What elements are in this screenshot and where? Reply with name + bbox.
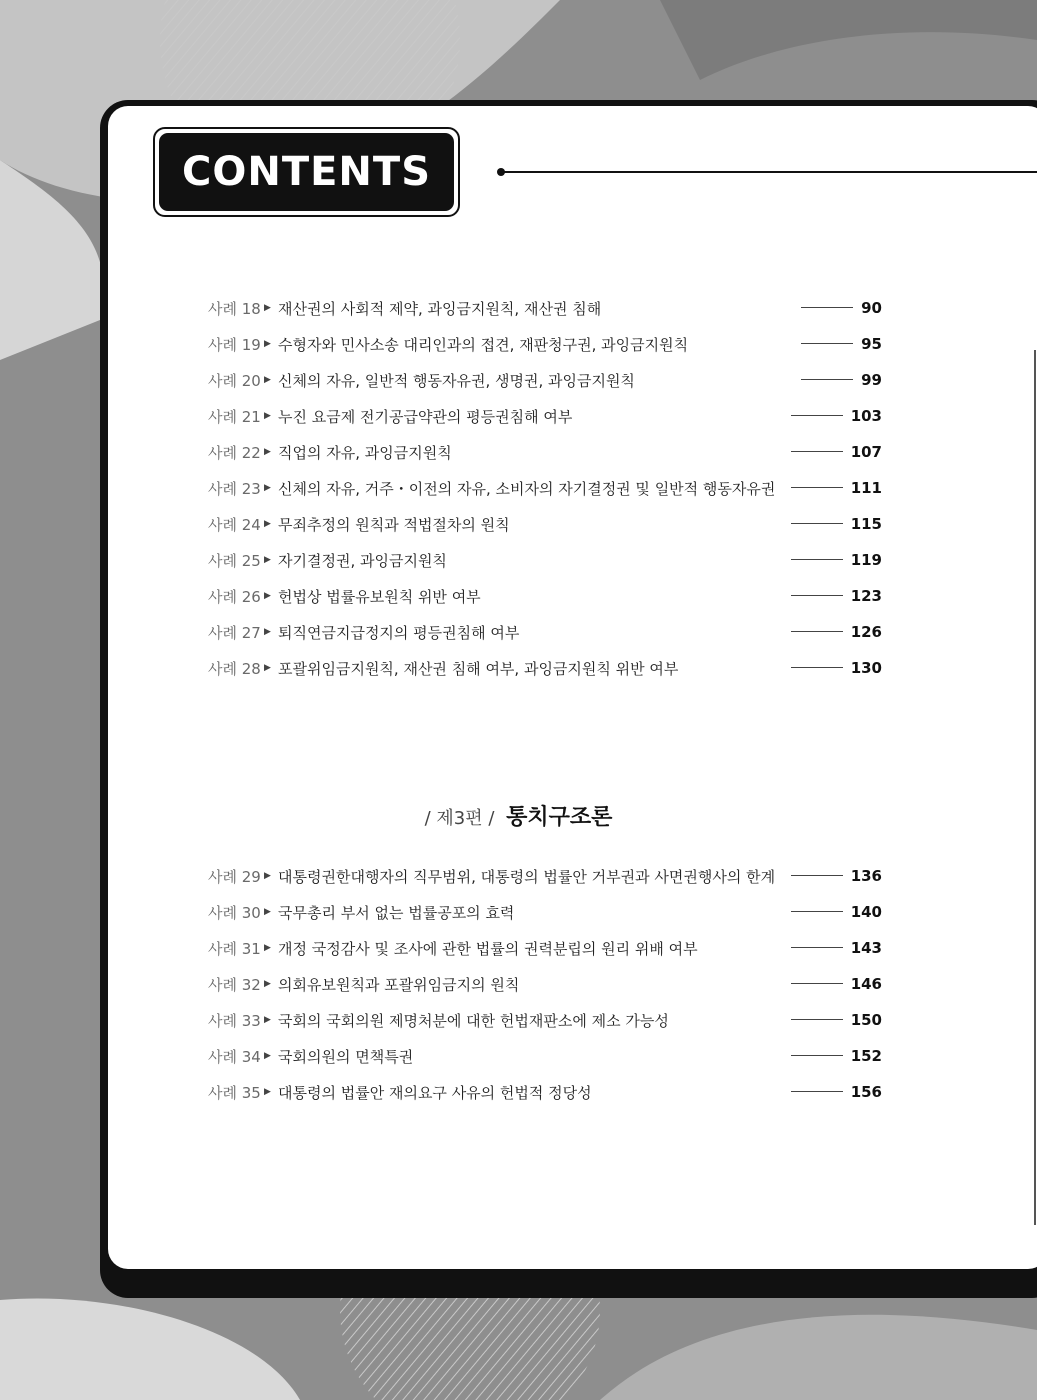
case-label: 사례 18 — [208, 299, 261, 318]
page-number: 115 — [850, 515, 882, 533]
toc-entry[interactable] — [208, 326, 882, 362]
triangle-right-icon: ▶ — [264, 663, 271, 673]
leader-line — [801, 307, 853, 308]
triangle-right-icon: ▶ — [264, 519, 271, 529]
case-label: 사례 32 — [208, 975, 261, 994]
triangle-right-icon: ▶ — [264, 1087, 271, 1097]
case-label: 사례 20 — [208, 371, 261, 390]
toc-entry[interactable] — [208, 1038, 882, 1074]
entry-title: 퇴직연금지급정지의 평등권침해 여부 — [278, 623, 520, 642]
leader-line — [791, 1019, 843, 1020]
part-heading — [0, 800, 1037, 831]
leader-line — [791, 523, 843, 524]
leader-line — [791, 595, 843, 596]
case-label: 사례 19 — [208, 335, 261, 354]
entry-title: 직업의 자유, 과잉금지원칙 — [278, 443, 452, 462]
leader-line — [791, 415, 843, 416]
leader-line — [791, 983, 843, 984]
toc-entry[interactable] — [208, 290, 882, 326]
toc-entry[interactable] — [208, 1002, 882, 1038]
leader-line — [791, 1091, 843, 1092]
case-label: 사례 30 — [208, 903, 261, 922]
page-number: 150 — [850, 1011, 882, 1029]
entry-title: 포괄위임금지원칙, 재산권 침해 여부, 과잉금지원칙 위반 여부 — [278, 659, 679, 678]
case-label: 사례 34 — [208, 1047, 261, 1066]
leader-line — [801, 379, 853, 380]
case-label: 사례 35 — [208, 1083, 261, 1102]
toc-entry[interactable] — [208, 858, 882, 894]
part-slash-close: / — [488, 808, 495, 829]
page-number: 99 — [861, 371, 882, 389]
page-number: 152 — [850, 1047, 882, 1065]
triangle-right-icon: ▶ — [264, 339, 271, 349]
leader-line — [791, 1055, 843, 1056]
title-rule — [501, 171, 1037, 173]
entry-title: 자기결정권, 과잉금지원칙 — [278, 551, 447, 570]
toc-entry[interactable] — [208, 894, 882, 930]
triangle-right-icon: ▶ — [264, 483, 271, 493]
part-name: 통치구조론 — [506, 805, 613, 830]
triangle-right-icon: ▶ — [264, 1051, 271, 1061]
page-edge-line — [1034, 350, 1036, 1225]
toc-entry[interactable] — [208, 506, 882, 542]
triangle-right-icon: ▶ — [264, 375, 271, 385]
toc-section-2 — [208, 858, 882, 1110]
page-number: 123 — [850, 587, 882, 605]
case-label: 사례 22 — [208, 443, 261, 462]
leader-line — [791, 947, 843, 948]
toc-entry[interactable] — [208, 434, 882, 470]
toc-entry[interactable] — [208, 930, 882, 966]
entry-title: 무죄추정의 원칙과 적법절차의 원칙 — [278, 515, 510, 534]
toc-entry[interactable] — [208, 398, 882, 434]
entry-title: 국회의원의 면책특권 — [278, 1047, 414, 1066]
page-number: 119 — [850, 551, 882, 569]
entry-title: 신체의 자유, 일반적 행동자유권, 생명권, 과잉금지원칙 — [278, 371, 635, 390]
case-label: 사례 28 — [208, 659, 261, 678]
page-number: 156 — [850, 1083, 882, 1101]
page-number: 143 — [850, 939, 882, 957]
toc-entry[interactable] — [208, 966, 882, 1002]
case-label: 사례 33 — [208, 1011, 261, 1030]
leader-line — [791, 451, 843, 452]
triangle-right-icon: ▶ — [264, 871, 271, 881]
leader-line — [791, 911, 843, 912]
page-number: 126 — [850, 623, 882, 641]
page-title: CONTENTS — [159, 133, 454, 211]
leader-line — [791, 875, 843, 876]
part-number: 제3편 — [436, 808, 483, 829]
entry-title: 의회유보원칙과 포괄위임금지의 원칙 — [278, 975, 520, 994]
entry-title: 국무총리 부서 없는 법률공포의 효력 — [278, 903, 515, 922]
page-number: 107 — [850, 443, 882, 461]
page-number: 140 — [850, 903, 882, 921]
triangle-right-icon: ▶ — [264, 627, 271, 637]
toc-entry[interactable] — [208, 614, 882, 650]
toc-entry[interactable] — [208, 362, 882, 398]
case-label: 사례 31 — [208, 939, 261, 958]
triangle-right-icon: ▶ — [264, 943, 271, 953]
page-number: 90 — [861, 299, 882, 317]
case-label: 사례 21 — [208, 407, 261, 426]
case-label: 사례 24 — [208, 515, 261, 534]
toc-entry[interactable] — [208, 650, 882, 686]
case-label: 사례 29 — [208, 867, 261, 886]
triangle-right-icon: ▶ — [264, 447, 271, 457]
leader-line — [801, 343, 853, 344]
page-number: 111 — [850, 479, 882, 497]
triangle-right-icon: ▶ — [264, 591, 271, 601]
leader-line — [791, 667, 843, 668]
part-slash-open: / — [424, 808, 431, 829]
entry-title: 신체의 자유, 거주・이전의 자유, 소비자의 자기결정권 및 일반적 행동자유권 — [278, 479, 776, 498]
entry-title: 대통령의 법률안 재의요구 사유의 헌법적 정당성 — [278, 1083, 592, 1102]
leader-line — [791, 487, 843, 488]
case-label: 사례 27 — [208, 623, 261, 642]
page-number: 136 — [850, 867, 882, 885]
triangle-right-icon: ▶ — [264, 979, 271, 989]
leader-line — [791, 559, 843, 560]
leader-line — [791, 631, 843, 632]
toc-entry[interactable] — [208, 470, 882, 506]
page-number: 130 — [850, 659, 882, 677]
triangle-right-icon: ▶ — [264, 411, 271, 421]
case-label: 사례 25 — [208, 551, 261, 570]
entry-title: 수형자와 민사소송 대리인과의 접견, 재판청구권, 과잉금지원칙 — [278, 335, 689, 354]
page-number: 103 — [850, 407, 882, 425]
entry-title: 재산권의 사회적 제약, 과잉금지원칙, 재산권 침해 — [278, 299, 602, 318]
page-number: 146 — [850, 975, 882, 993]
triangle-right-icon: ▶ — [264, 907, 271, 917]
page-number: 95 — [861, 335, 882, 353]
triangle-right-icon: ▶ — [264, 303, 271, 313]
case-label: 사례 23 — [208, 479, 261, 498]
entry-title: 헌법상 법률유보원칙 위반 여부 — [278, 587, 481, 606]
toc-entry[interactable] — [208, 578, 882, 614]
toc-entry[interactable] — [208, 542, 882, 578]
entry-title: 누진 요금제 전기공급약관의 평등권침해 여부 — [278, 407, 573, 426]
entry-title: 개정 국정감사 및 조사에 관한 법률의 권력분립의 원리 위배 여부 — [278, 939, 698, 958]
toc-entry[interactable] — [208, 1074, 882, 1110]
case-label: 사례 26 — [208, 587, 261, 606]
triangle-right-icon: ▶ — [264, 555, 271, 565]
triangle-right-icon: ▶ — [264, 1015, 271, 1025]
toc-section-1 — [208, 290, 882, 686]
entry-title: 국회의 국회의원 제명처분에 대한 헌법재판소에 제소 가능성 — [278, 1011, 669, 1030]
entry-title: 대통령권한대행자의 직무범위, 대통령의 법률안 거부권과 사면권행사의 한계 — [278, 867, 776, 886]
